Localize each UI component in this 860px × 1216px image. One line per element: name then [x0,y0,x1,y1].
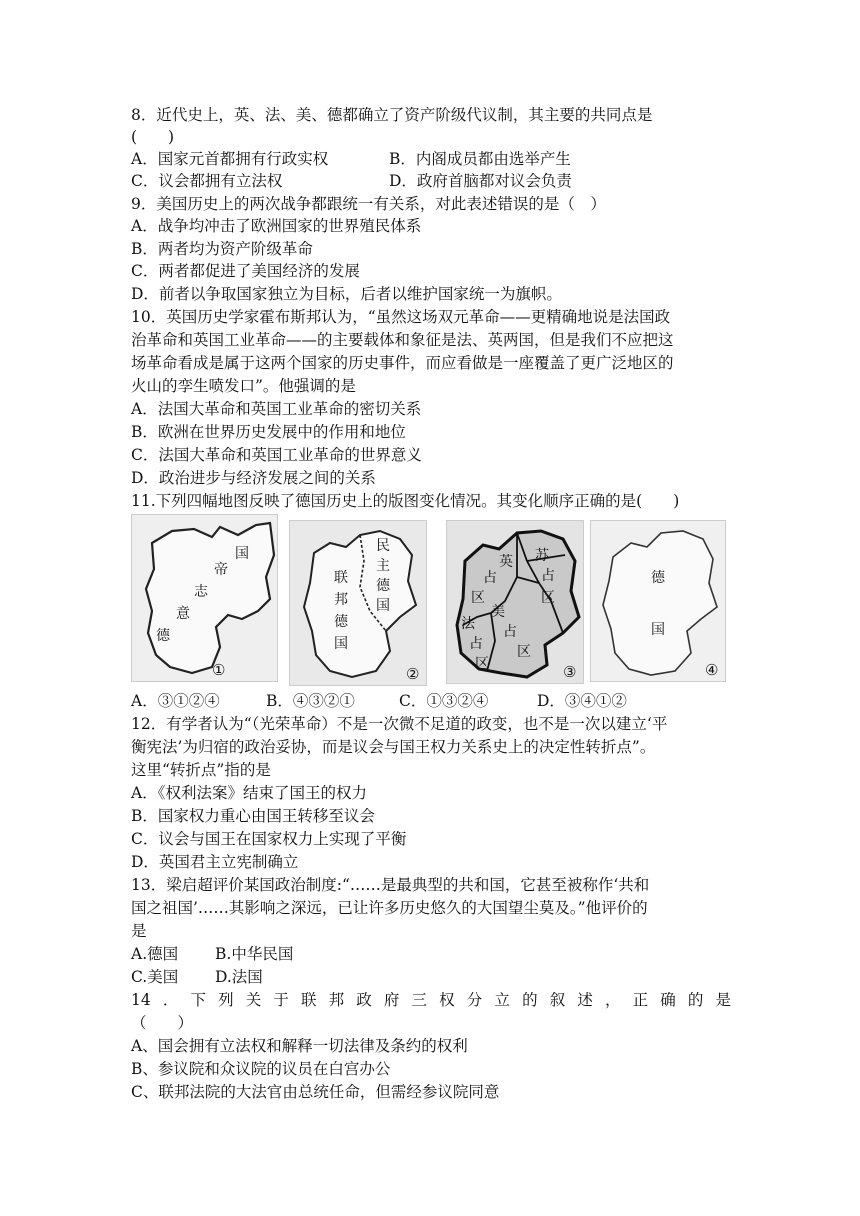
map-2-label-bang: 邦 [334,592,348,608]
q12-stem-line3: 这里“转折点”指的是 [131,761,271,779]
q9-option-a: A．战争均冲击了欧洲国家的世界殖民体系 [131,217,422,235]
map-2-label-de2: 德 [334,614,348,630]
q12-option-a: A．《权利法案》结束了国王的权力 [131,784,367,802]
q9-option-b: B．两者均为资产阶级革命 [131,240,313,258]
map-1-number: ① [212,661,226,679]
q11-options-row [131,690,627,712]
q11-option-c: C．①③②④ [399,692,489,710]
q12-option-c: C．议会与国王在国家权力上实现了平衡 [131,830,407,848]
q8-option-b: B．内阁成员都由选举产生 [389,150,571,168]
q12-option-b: B．国家权力重心由国王转移至议会 [131,807,375,825]
q14-stem-line2: （ ） [131,1014,194,1032]
q8-stem-line1: 8．近代史上，英、法、美、德都确立了资产阶级代议制，其主要的共同点是 [131,106,653,124]
map-3-label-fa-qu: 区 [475,656,489,672]
q11-option-a: A．③①②④ [131,692,220,710]
q8-options-row2 [131,170,572,192]
map-2-number: ② [406,665,420,683]
map-1-label-zhi: 志 [194,584,208,600]
q10-option-a: A．法国大革命和英国工业革命的密切关系 [131,400,422,418]
map-3-label-fa-zhan: 占 [469,636,483,652]
map-3-label-su-qu: 区 [541,590,555,606]
map-4-unified-germany [590,520,726,682]
map-2-divided-germany [289,520,427,686]
q12-stem-line2: 衡宪法’为归宿的政治妥协，而是议会与国王权力关系史上的决定性转折点”。 [131,738,656,756]
map-3-label-mei-zhan: 占 [503,624,517,640]
map-3-label-su-zhan: 占 [541,568,555,584]
q10-option-b: B．欧洲在世界历史发展中的作用和地位 [131,423,406,441]
map-4-outline [591,521,725,681]
map-4-number: ④ [705,661,719,679]
q13-option-d: D.法国 [215,968,263,986]
q9-option-c: C．两者都促进了美国经济的发展 [131,262,360,280]
q10-stem-line2: 治革命和英国工业革命——的主要载体和象征是法、英两国，但是我们不应把这 [131,331,674,349]
map-4-label-de: 德 [651,570,665,586]
map-2-label-min: 民 [376,538,390,554]
map-2-label-guo2: 国 [334,636,348,652]
q14-option-c: C、联邦法院的大法官由总统任命，但需经参议院同意 [131,1083,500,1101]
q8-options-row1 [131,148,571,170]
q13-option-c: C.美国 [131,968,179,986]
q14-option-a: A、国会拥有立法权和解释一切法律及条约的权利 [131,1037,468,1055]
q13-stem-line3: 是 [131,922,147,940]
q10-stem-line3: 场革命看成是属于这两个国家的历史事件，而应看做是一座覆盖了更广泛地区的 [131,354,674,372]
map-3-number: ③ [563,663,577,681]
map-3-occupation-zones [446,520,584,684]
q11-option-d: D．③④①② [537,692,627,710]
q13-option-b: B.中华民国 [215,945,294,963]
q14-option-b: B、参议院和众议院的议员在白宫办公 [131,1060,391,1078]
map-3-outline [447,521,583,683]
q11-option-b: B．④③②① [266,692,355,710]
map-3-label-su: 苏 [535,548,549,564]
map-2-label-de: 德 [376,578,390,594]
q13-options-row2 [131,966,263,988]
q12-stem-line1: 12．有学者认为“（光荣革命）不是一次微不足道的政变，也不是一次以建立‘平 [131,715,668,733]
map-2-outline [290,521,426,685]
map-1-label-guo: 国 [235,546,249,562]
map-1-label-di: 帝 [214,562,228,578]
map-4-label-guo: 国 [651,622,665,638]
map-3-label-ying-qu: 区 [471,590,485,606]
q13-option-a: A.德国 [131,945,179,963]
q10-option-c: C．法国大革命和英国工业革命的世界意义 [131,446,422,464]
q8-option-d: D．政府首脑都对议会负责 [389,172,572,190]
q8-stem-line2: ( ) [131,128,175,146]
q12-option-d: D．英国君主立宪制确立 [131,853,299,871]
q8-option-a: A．国家元首都拥有行政实权 [131,150,329,168]
q9-option-d: D．前者以争取国家独立为目标，后者以维护国家统一为旗帜。 [131,285,562,303]
map-1-label-yi: 意 [176,606,190,622]
q10-stem-line4: 火山的孪生喷发口”。他强调的是 [131,377,356,395]
map-3-label-mei: 美 [491,604,505,620]
q14-stem-line1: 14．下列关于联邦政府三权分立的叙述，正确的是 [131,991,731,1009]
map-3-label-fa: 法 [461,616,475,632]
q13-stem-line1: 13．梁启超评价某国政治制度:“……是最典型的共和国，它甚至被称作‘共和 [131,876,650,894]
q13-stem-line2: 国之祖国’……其影响之深远，已让许多历史悠久的大国望尘莫及。”他评价的 [131,899,648,917]
q11-stem: 11.下列四幅地图反映了德国历史上的版图变化情况。其变化顺序正确的是( ) [131,492,680,510]
map-2-label-guo: 国 [376,598,390,614]
map-3-label-mei-qu: 区 [517,644,531,660]
map-2-label-lian: 联 [334,570,348,586]
map-3-label-ying-zhan: 占 [483,570,497,586]
q9-stem: 9．美国历史上的两次战争都跟统一有关系，对此表述错误的是（ ） [131,195,606,213]
q10-stem-line1: 10．英国历史学家霍布斯邦认为，“虽然这场双元革命——更精确地说是法国政 [131,308,671,326]
q13-options-row1 [131,943,294,965]
map-2-label-zhu: 主 [376,558,390,574]
q10-option-d: D．政治进步与经济发展之间的关系 [131,469,376,487]
map-1-label-de: 德 [156,628,170,644]
map-1-german-empire [131,514,278,682]
map-3-label-ying: 英 [499,554,513,570]
q8-option-c: C．议会都拥有立法权 [131,172,283,190]
